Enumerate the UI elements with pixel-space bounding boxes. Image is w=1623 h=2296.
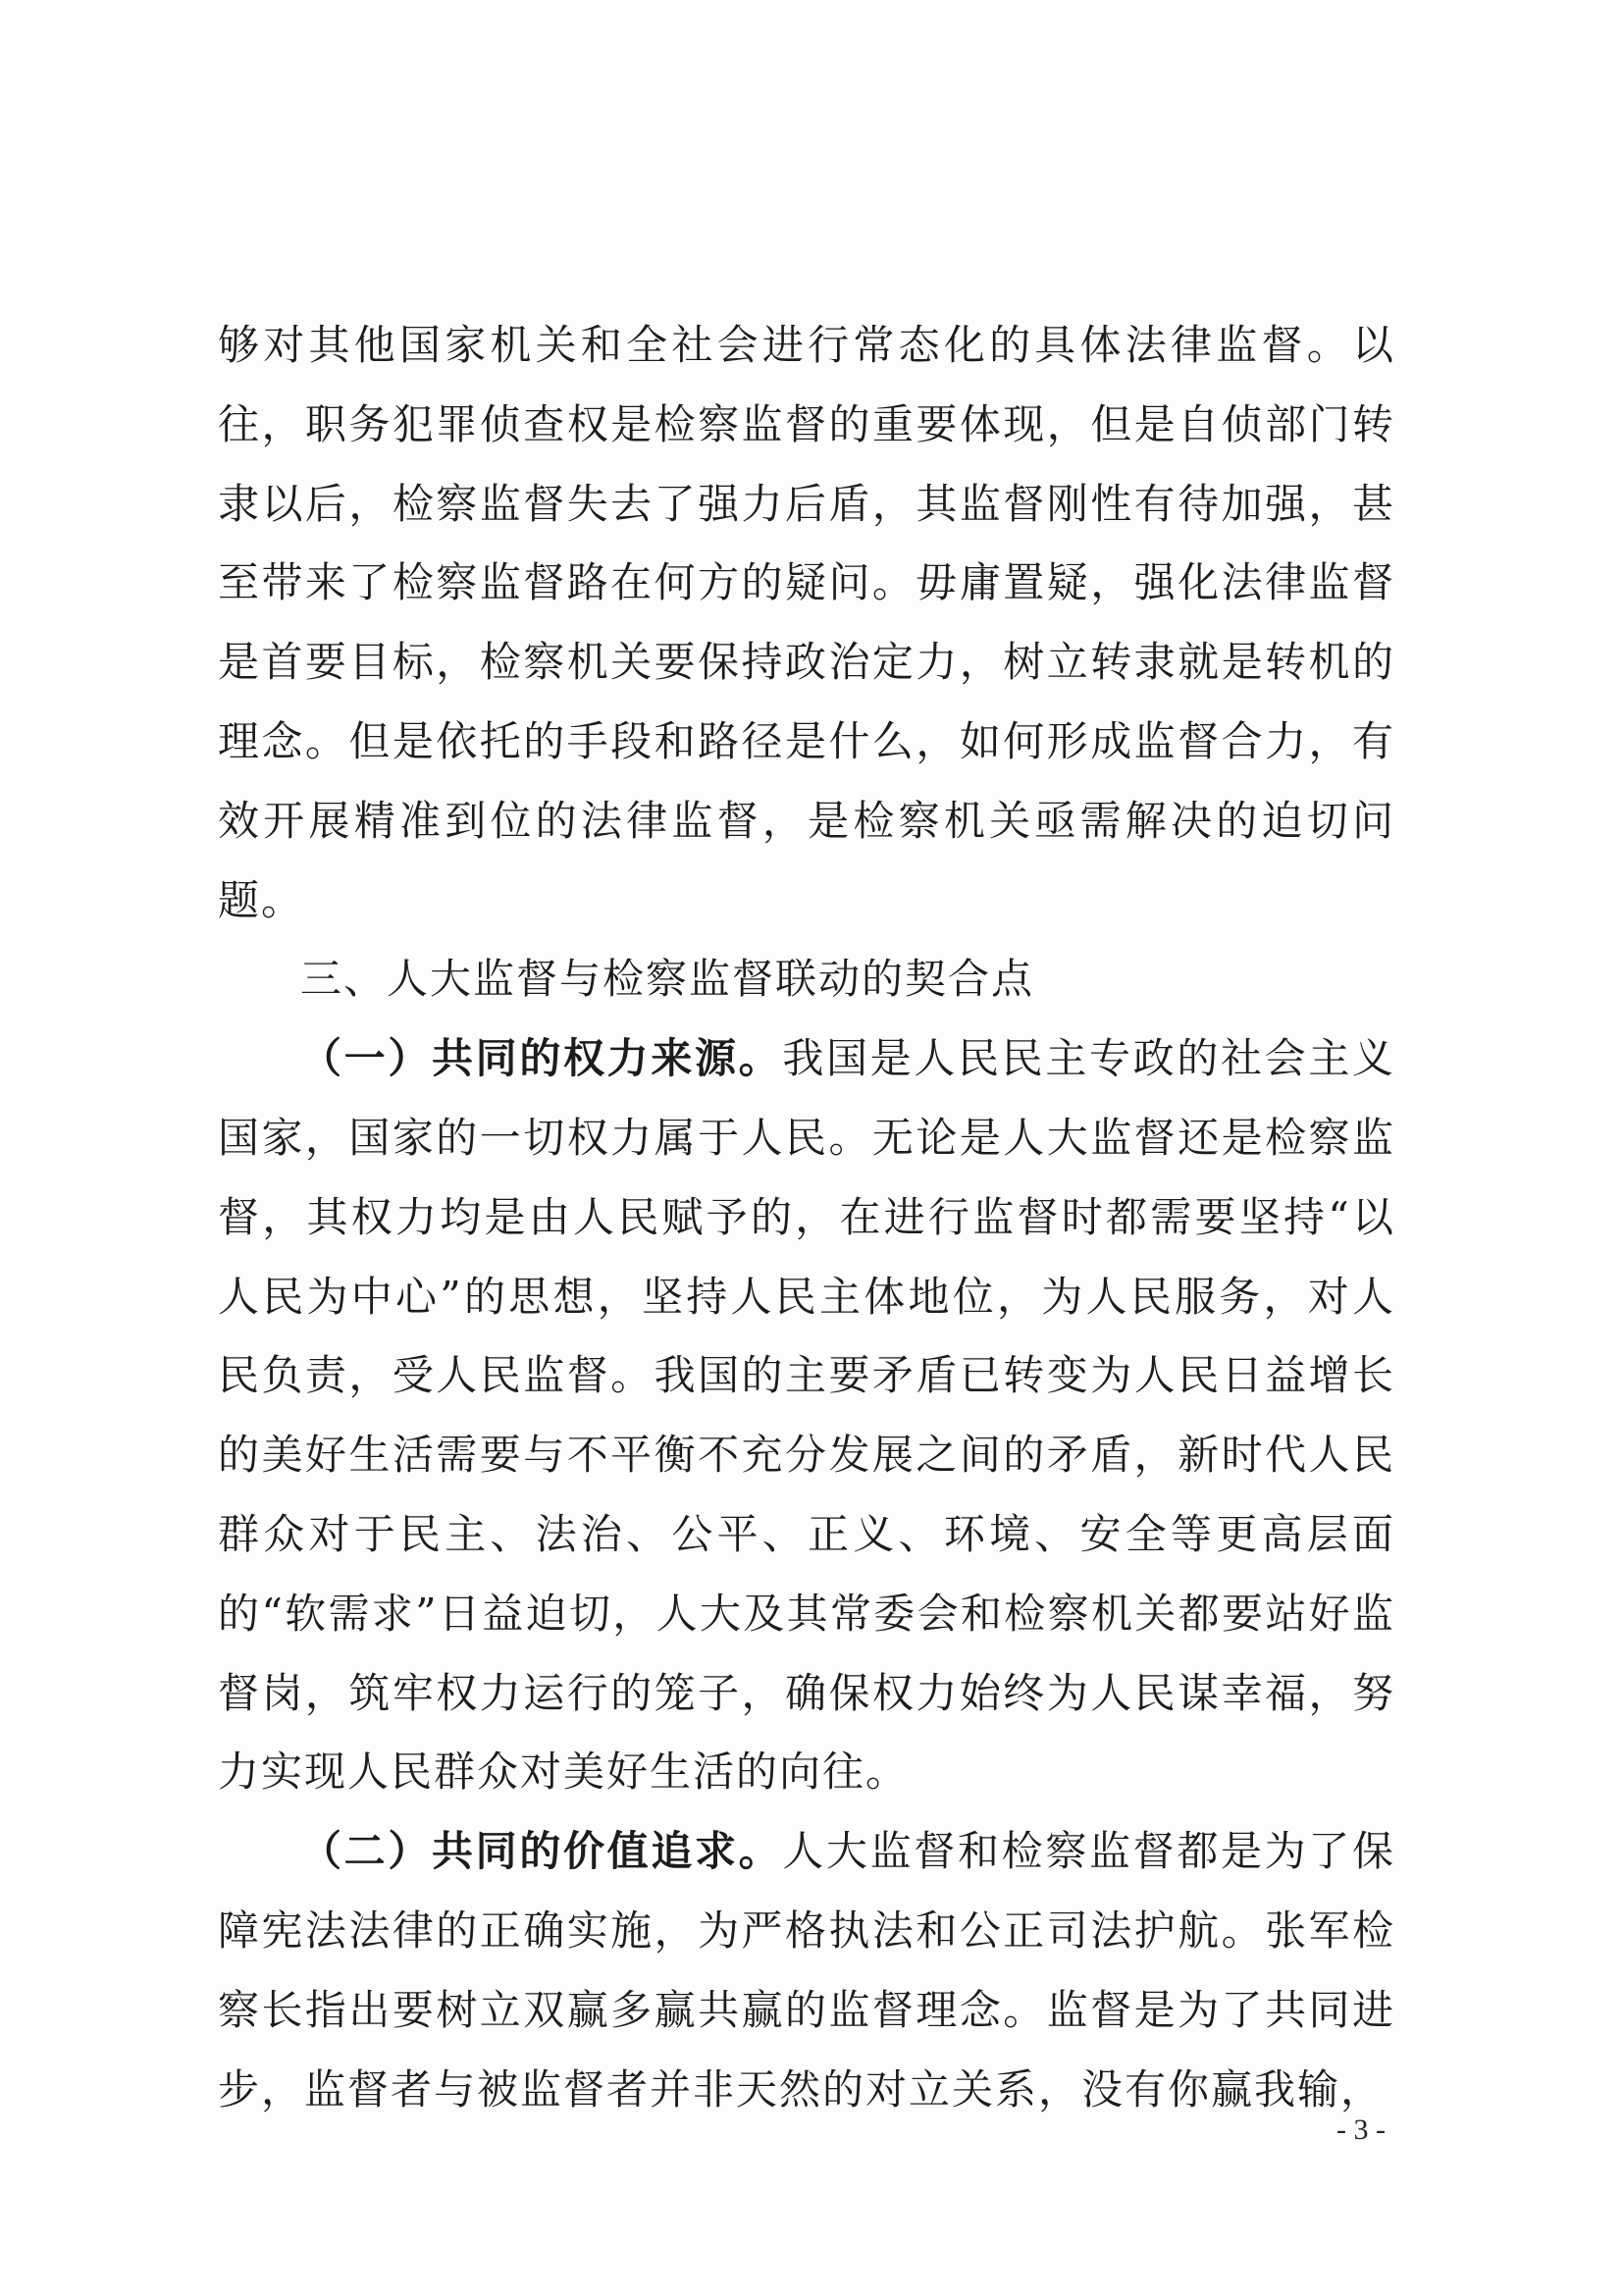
- paragraph-lead: （二）共同的价值追求。: [300, 1827, 783, 1876]
- paragraph-shared-values: [218, 1812, 1395, 2129]
- paragraph-shared-power-source: [218, 1019, 1395, 1812]
- paragraph-text: 够对其他国家机关和全社会进行常态化的具体法律监督。以往，职务犯罪侦查权是检察监督的重要体现，但是自侦部门转隶以后，检察监督失去了强力后盾，其监督刚性有待加强，甚至带来了检察监督路在何方的疑问。毋庸置疑，强化法律监督是首要目标，检察机关要保持政治定力，树立转隶就是转机的理念。但是依托的手段和路径是什么，如何形成监督合力，有效开展精准到位的法律监督，是检察机关亟需解决的迫切问题。: [218, 321, 1395, 924]
- paragraph-text: 我国是人民民主专政的社会主义国家，国家的一切权力属于人民。无论是人大监督还是检察监督，其权力均是由人民赋予的，在进行监督时都需要坚持“以人民为中心”的思想，坚持人民主体地位，为人民服务，对人民负责，受人民监督。我国的主要矛盾已转变为人民日益增长的美好生活需要与不平衡不充分发展之间的矛盾，新时代人民群众对于民主、法治、公平、正义、环境、安全等更高层面的“软需求”日益迫切，人大及其常委会和检察机关都要站好监督岗，筑牢权力运行的笼子，确保权力始终为人民谋幸福，努力实现人民群众对美好生活的向往。: [218, 1034, 1395, 1797]
- paragraph-continuation: [218, 306, 1395, 940]
- paragraph-lead: （一）共同的权力来源。: [300, 1034, 783, 1083]
- section-heading-text: 三、人大监督与检察监督联动的契合点: [300, 955, 1035, 1004]
- paragraph-text: 人大监督和检察监督都是为了保障宪法法律的正确实施，为严格执法和公正司法护航。张军检察长指出要树立双赢多赢共赢的监督理念。监督是为了共同进步，监督者与被监督者并非天然的对立关系，没有你赢我输，: [218, 1827, 1395, 2113]
- section-heading: [218, 940, 1395, 1019]
- page-number: - 3 -: [1336, 2113, 1386, 2146]
- page-body: [218, 306, 1395, 2129]
